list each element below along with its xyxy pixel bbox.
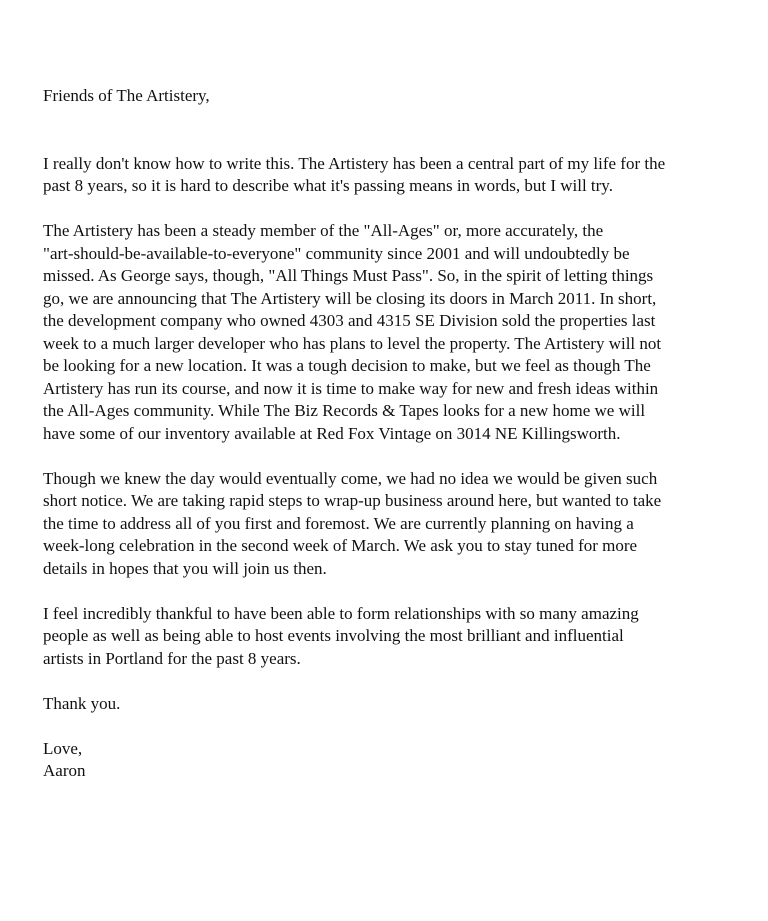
closing-block [43,738,743,783]
text-line: "art-should-be-available-to-everyone" community since 2001 and will undoubtedly be [43,243,630,263]
paragraph-5 [43,693,743,716]
text-line: I feel incredibly thankful to have been able to form relationships with so many amazing [43,603,639,623]
text-line: the All-Ages community. While The Biz Records & Tapes looks for a new home we will [43,401,646,420]
text-line: short notice. We are taking rapid steps to wrap-up business around here, but wanted to take [43,491,662,510]
text-line: Though we knew the day would eventually come, we had no idea we would be given such [43,468,658,488]
text-line: have some of our inventory available at Red Fox Vintage on 3014 NE Killingsworth. [43,423,621,443]
text-line: I really don't know how to write this. The Artistery has been a central part of my life for the [43,153,666,173]
text-line: week-long celebration in the second week of March. We ask you to stay tuned for more [43,536,638,555]
text-line: go, we are announcing that The Artistery will be closing its doors in March 2011. In short, [43,288,657,308]
text-line: be looking for a new location. It was a tough decision to make, but we feel as though The [43,356,651,375]
letter-body [43,85,743,783]
text-line: artists in Portland for the past 8 years. [43,648,301,668]
paragraph-3 [43,468,743,581]
closing: Love, [43,738,83,758]
text-line: The Artistery has been a steady member of the "All-Ages" or, more accurately, the [43,221,604,240]
paragraph-1 [43,153,743,198]
text-line: the development company who owned 4303 and 4315 SE Division sold the properties last [43,311,656,330]
text-line: the time to address all of you first and foremost. We are currently planning on having a [43,513,634,533]
text-line: missed. As George says, though, "All Things Must Pass". So, in the spirit of letting things [43,266,654,285]
text-line: people as well as being able to host events involving the most brilliant and influential [43,626,624,645]
paragraph-2 [43,220,743,445]
text-line: past 8 years, so it is hard to describe what it's passing means in words, but I will try. [43,176,613,195]
text-line: details in hopes that you will join us then. [43,558,327,578]
text-line: Artistery has run its course, and now it is time to make way for new and fresh ideas within [43,378,659,398]
paragraph-4 [43,603,743,671]
salutation: Friends of The Artistery, [43,86,210,105]
text-line: week to a much larger developer who has plans to level the property. The Artistery will not [43,333,662,353]
signature: Aaron [43,761,86,780]
text-line: Thank you. [43,693,121,713]
